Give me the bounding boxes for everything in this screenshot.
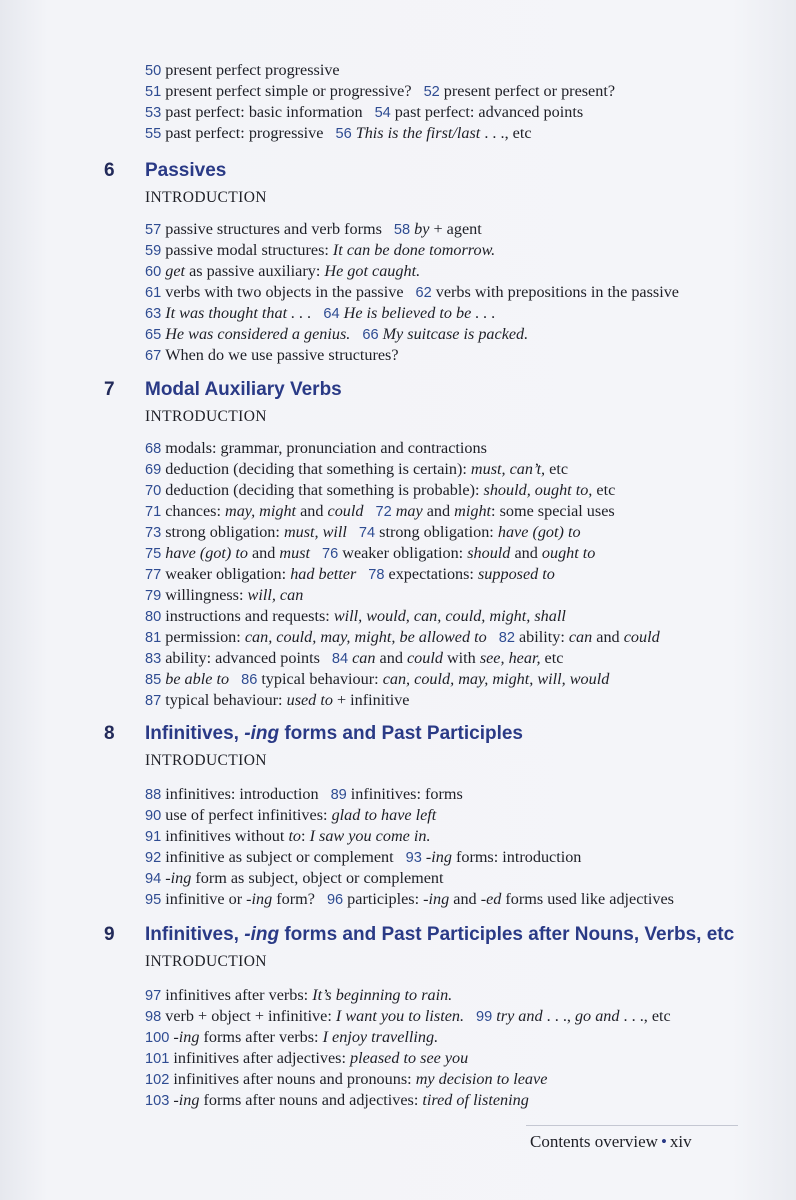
entry-number: 85 xyxy=(145,672,162,688)
section-title: Passives xyxy=(145,160,227,181)
entry-example-italic: get xyxy=(165,262,186,280)
entry-text: participles: xyxy=(347,890,424,908)
entry-number: 73 xyxy=(145,525,162,541)
contents-line xyxy=(145,543,595,565)
contents-entry xyxy=(145,481,615,499)
entry-text: and xyxy=(422,502,455,520)
entry-text: + agent xyxy=(429,220,482,238)
section-title: Infinitives, -ing forms and Past Participles xyxy=(145,723,523,744)
entry-example-italic: He was considered a genius. xyxy=(165,325,351,343)
entry-number: 66 xyxy=(362,327,379,343)
entry-example-italic: may xyxy=(395,502,423,520)
entry-example-italic: My suitcase is packed. xyxy=(382,325,529,343)
entry-number: 74 xyxy=(358,525,376,541)
entry-example-italic: can xyxy=(568,628,593,646)
contents-line xyxy=(145,501,615,523)
entry-example-italic: could xyxy=(327,502,364,520)
section-introduction: INTRODUCTION xyxy=(145,953,267,970)
contents-line xyxy=(145,805,436,827)
contents-entry xyxy=(145,986,452,1004)
entry-example-italic: It can be done tomorrow. xyxy=(332,241,496,259)
entry-number: 81 xyxy=(145,630,162,646)
contents-entry xyxy=(145,82,412,100)
entry-text: . . ., xyxy=(542,1007,575,1025)
contents-entry xyxy=(145,1049,468,1067)
page-footer xyxy=(530,1132,692,1152)
contents-entry xyxy=(145,241,495,259)
entry-number: 91 xyxy=(145,829,162,845)
entry-text: expectations: xyxy=(388,565,478,583)
entry-number: 72 xyxy=(375,504,392,520)
entry-example-italic: can xyxy=(352,649,376,667)
contents-entry xyxy=(323,304,495,322)
entry-number: 60 xyxy=(145,264,162,280)
entry-example-italic: by xyxy=(414,220,430,238)
entry-example-italic: should xyxy=(467,544,511,562)
entry-example-italic: -ing xyxy=(165,869,192,887)
entry-number: 100 xyxy=(145,1030,170,1046)
entry-text: forms after verbs: xyxy=(199,1028,323,1046)
entry-text: permission: xyxy=(165,628,245,646)
section-title: Infinitives, -ing forms and Past Participles after Nouns, Verbs, etc xyxy=(145,924,735,945)
entry-example-italic: go and xyxy=(574,1007,620,1025)
contents-entry xyxy=(375,103,584,121)
contents-entry xyxy=(359,523,581,541)
entry-text: + infinitive xyxy=(332,691,410,709)
entry-number: 55 xyxy=(145,126,162,142)
contents-entry xyxy=(376,502,615,520)
contents-line xyxy=(145,669,609,691)
entry-example-italic: should, ought to, xyxy=(483,481,593,499)
entry-number: 86 xyxy=(241,672,258,688)
entry-number: 53 xyxy=(145,105,162,121)
entry-example-italic: He is believed to be . . . xyxy=(343,304,496,322)
entry-text: forms: introduction xyxy=(451,848,582,866)
contents-entry xyxy=(145,1007,464,1025)
entry-example-italic: have (got) to xyxy=(497,523,581,541)
entry-number: 90 xyxy=(145,808,162,824)
contents-entry xyxy=(424,82,615,100)
contents-entry xyxy=(145,848,394,866)
footer-bullet: • xyxy=(660,1132,667,1151)
entry-example-italic: I enjoy travelling. xyxy=(322,1028,439,1046)
entry-example-italic: my decision to leave xyxy=(415,1070,548,1088)
entry-text: willingness: xyxy=(165,586,248,604)
contents-line xyxy=(145,826,431,848)
entry-text: : some special uses xyxy=(491,502,615,520)
entry-text: passive modal structures: xyxy=(165,241,333,259)
entry-number: 92 xyxy=(145,850,162,866)
contents-entry xyxy=(145,439,487,457)
entry-text: infinitives after adjectives: xyxy=(173,1049,351,1067)
contents-entry xyxy=(145,670,229,688)
entry-number: 87 xyxy=(145,693,162,709)
entry-example-italic: will, would, can, could, might, shall xyxy=(333,607,566,625)
section-introduction: INTRODUCTION xyxy=(145,752,267,769)
entry-example-italic: could xyxy=(623,628,660,646)
entry-example-italic: He got caught. xyxy=(324,262,421,280)
contents-line xyxy=(145,324,528,346)
entry-text: : xyxy=(301,827,310,845)
contents-entry xyxy=(145,607,566,625)
entry-example-italic: It was thought that . . . xyxy=(165,304,312,322)
entry-example-italic: -ed xyxy=(480,890,502,908)
entry-number: 50 xyxy=(145,63,162,79)
contents-entry xyxy=(145,103,363,121)
entry-number: 78 xyxy=(368,567,385,583)
entry-number: 56 xyxy=(335,126,352,142)
contents-entry xyxy=(145,220,382,238)
entry-number: 98 xyxy=(145,1009,162,1025)
section-number: 9 xyxy=(104,924,115,945)
entry-number: 71 xyxy=(145,504,162,520)
entry-text: infinitives: introduction xyxy=(165,785,319,803)
entry-number: 103 xyxy=(145,1093,170,1109)
entry-number: 75 xyxy=(145,546,162,562)
contents-entry xyxy=(332,649,564,667)
contents-entry xyxy=(145,586,303,604)
footer-page-number: xiv xyxy=(669,1132,692,1151)
contents-entry xyxy=(145,869,444,887)
entry-text: form? xyxy=(272,890,315,908)
entry-text: ability: advanced points xyxy=(165,649,320,667)
entry-text: and xyxy=(592,628,624,646)
entry-text: and xyxy=(510,544,542,562)
entry-example-italic: see, hear, xyxy=(479,649,541,667)
contents-line xyxy=(145,1048,468,1070)
entry-text: verbs with two objects in the passive xyxy=(165,283,404,301)
entry-number: 79 xyxy=(145,588,162,604)
section-introduction: INTRODUCTION xyxy=(145,408,267,425)
entry-example-italic: will, can xyxy=(247,586,304,604)
footer-label: Contents overview xyxy=(530,1132,658,1151)
entry-example-italic: ought to xyxy=(541,544,596,562)
entry-text: form as subject, object or complement xyxy=(191,869,444,887)
entry-example-italic: may, might xyxy=(225,502,297,520)
contents-entry xyxy=(145,61,340,79)
contents-entry xyxy=(145,460,568,478)
entry-text: strong obligation: xyxy=(379,523,498,541)
entry-text: ability: xyxy=(518,628,569,646)
contents-entry xyxy=(145,691,410,709)
entry-text: instructions and requests: xyxy=(165,607,334,625)
contents-line xyxy=(145,847,581,869)
entry-text: verb + object + infinitive: xyxy=(165,1007,336,1025)
entry-example-italic: It’s beginning to rain. xyxy=(312,986,453,1004)
entry-text: When do we use passive structures? xyxy=(165,346,399,364)
contents-line xyxy=(145,522,581,544)
entry-example-italic: might xyxy=(454,502,492,520)
contents-entry xyxy=(145,502,364,520)
contents-line xyxy=(145,648,563,670)
entry-text: present perfect progressive xyxy=(165,61,340,79)
entry-number: 95 xyxy=(145,892,162,908)
contents-line xyxy=(145,123,532,145)
contents-entry xyxy=(362,325,528,343)
entry-example-italic: must, will xyxy=(283,523,347,541)
entry-example-italic: try and xyxy=(496,1007,543,1025)
contents-entry xyxy=(335,124,531,142)
entry-example-italic: -ing xyxy=(173,1028,200,1046)
entry-text: forms after nouns and adjectives: xyxy=(199,1091,423,1109)
entry-text: with xyxy=(442,649,480,667)
contents-line xyxy=(145,889,674,911)
entry-number: 52 xyxy=(423,84,440,100)
section-number: 7 xyxy=(104,379,115,400)
contents-line xyxy=(145,345,399,367)
entry-text: infinitives without xyxy=(165,827,289,845)
section-number: 6 xyxy=(104,160,115,181)
entry-text: present perfect or present? xyxy=(443,82,616,100)
contents-line xyxy=(145,1090,529,1112)
entry-text: and xyxy=(449,890,481,908)
entry-number: 67 xyxy=(145,348,162,364)
entry-example-italic: have (got) to xyxy=(165,544,248,562)
contents-line xyxy=(145,102,583,124)
contents-entry xyxy=(145,304,311,322)
entry-example-italic: tired of listening xyxy=(422,1091,529,1109)
entry-example-italic: -ing xyxy=(425,848,452,866)
contents-entry xyxy=(145,1070,547,1088)
entry-example-italic: -ing xyxy=(246,890,273,908)
entry-example-italic: -ing xyxy=(173,1091,200,1109)
entry-example-italic: -ing xyxy=(423,890,450,908)
footer-rule xyxy=(526,1125,738,1126)
entry-number: 54 xyxy=(374,105,391,121)
entry-text: infinitives: forms xyxy=(350,785,463,803)
contents-line xyxy=(145,690,410,712)
contents-entry xyxy=(145,628,487,646)
entry-number: 102 xyxy=(145,1072,170,1088)
entry-text: infinitive or xyxy=(165,890,247,908)
entry-number: 68 xyxy=(145,441,162,457)
contents-entry xyxy=(145,649,320,667)
contents-line xyxy=(145,606,566,628)
entry-example-italic: had better xyxy=(290,565,357,583)
entry-number: 58 xyxy=(393,222,411,238)
entry-example-italic: supposed to xyxy=(477,565,555,583)
entry-number: 101 xyxy=(145,1051,170,1067)
entry-text: chances: xyxy=(165,502,226,520)
entry-example-italic: must xyxy=(279,544,311,562)
entry-example-italic: I want you to listen. xyxy=(335,1007,465,1025)
section-number: 8 xyxy=(104,723,115,744)
entry-text: modals: grammar, pronunciation and contractions xyxy=(165,439,487,457)
contents-entry xyxy=(145,124,323,142)
entry-text: past perfect: basic information xyxy=(165,103,363,121)
contents-entry xyxy=(145,806,436,824)
contents-line xyxy=(145,1006,671,1028)
entry-example-italic: could xyxy=(406,649,443,667)
section-introduction: INTRODUCTION xyxy=(145,189,267,206)
entry-number: 94 xyxy=(145,871,162,887)
entry-number: 83 xyxy=(145,651,162,667)
entry-text: deduction (deciding that something is probable): xyxy=(165,481,484,499)
contents-entry xyxy=(368,565,555,583)
entry-number: 59 xyxy=(145,243,162,259)
contents-line xyxy=(145,60,340,82)
contents-entry xyxy=(476,1007,671,1025)
entry-example-italic: be able to xyxy=(165,670,230,688)
entry-number: 96 xyxy=(326,892,344,908)
contents-entry xyxy=(145,785,319,803)
contents-entry xyxy=(145,523,347,541)
entry-number: 64 xyxy=(323,306,340,322)
contents-entry xyxy=(145,346,399,364)
entry-example-italic: must, can’t, xyxy=(470,460,546,478)
contents-entry xyxy=(499,628,660,646)
contents-line xyxy=(145,219,482,241)
entry-text: as passive auxiliary: xyxy=(185,262,325,280)
entry-number: 51 xyxy=(145,84,162,100)
entry-example-italic: glad to have left xyxy=(331,806,437,824)
entry-text: infinitive as subject or complement xyxy=(165,848,394,866)
contents-entry xyxy=(406,848,582,866)
contents-entry xyxy=(331,785,463,803)
entry-text: typical behaviour: xyxy=(261,670,383,688)
entry-text: . . ., etc xyxy=(480,124,532,142)
contents-entry xyxy=(145,262,420,280)
entry-number: 77 xyxy=(145,567,162,583)
entry-text: use of perfect infinitives: xyxy=(165,806,332,824)
entry-number: 99 xyxy=(476,1009,493,1025)
contents-entry xyxy=(416,283,679,301)
contents-entry xyxy=(145,283,404,301)
entry-example-italic: used to xyxy=(286,691,333,709)
entry-text: past perfect: progressive xyxy=(165,124,324,142)
entry-text: strong obligation: xyxy=(165,523,284,541)
entry-number: 88 xyxy=(145,787,162,803)
contents-line xyxy=(145,564,555,586)
contents-line xyxy=(145,81,615,103)
entry-text: etc xyxy=(540,649,564,667)
entry-example-italic: pleased to see you xyxy=(350,1049,469,1067)
entry-number: 93 xyxy=(405,850,422,866)
contents-line xyxy=(145,868,444,890)
entry-text: verbs with prepositions in the passive xyxy=(435,283,679,301)
entry-example-italic: I saw you come in. xyxy=(309,827,431,845)
entry-number: 84 xyxy=(331,651,349,667)
entry-number: 82 xyxy=(498,630,515,646)
contents-entry xyxy=(327,890,674,908)
entry-text: weaker obligation: xyxy=(342,544,468,562)
entry-text: deduction (deciding that something is certain): xyxy=(165,460,471,478)
contents-line xyxy=(145,627,660,649)
contents-line xyxy=(145,585,303,607)
entry-text: infinitives after nouns and pronouns: xyxy=(173,1070,416,1088)
entry-text: and xyxy=(375,649,407,667)
contents-line xyxy=(145,1069,547,1091)
entry-example-italic: This is the first/last xyxy=(355,124,481,142)
entry-example-italic: can, could, may, might, be allowed to xyxy=(244,628,487,646)
contents-entry xyxy=(145,827,431,845)
entry-number: 76 xyxy=(322,546,339,562)
contents-line xyxy=(145,1027,438,1049)
contents-entry xyxy=(322,544,595,562)
entry-number: 63 xyxy=(145,306,162,322)
contents-entry xyxy=(145,325,350,343)
contents-entry xyxy=(145,565,356,583)
entry-number: 65 xyxy=(145,327,162,343)
entry-text: etc xyxy=(592,481,616,499)
entry-example-italic: to xyxy=(288,827,302,845)
contents-entry xyxy=(145,1028,438,1046)
entry-text: and xyxy=(247,544,280,562)
entry-text: forms used like adjectives xyxy=(501,890,674,908)
entry-example-italic: can, could, may, might, will, would xyxy=(382,670,610,688)
contents-line xyxy=(145,282,679,304)
contents-entry xyxy=(145,544,310,562)
entry-text: present perfect simple or progressive? xyxy=(165,82,412,100)
entry-text: etc xyxy=(545,460,569,478)
contents-line xyxy=(145,240,495,262)
entry-text: past perfect: advanced points xyxy=(394,103,584,121)
entry-number: 70 xyxy=(145,483,162,499)
entry-text: and xyxy=(296,502,328,520)
entry-text: passive structures and verb forms xyxy=(165,220,382,238)
contents-line xyxy=(145,303,496,325)
entry-number: 97 xyxy=(145,988,162,1004)
entry-number: 80 xyxy=(145,609,162,625)
contents-line xyxy=(145,261,420,283)
contents-line xyxy=(145,438,487,460)
entry-number: 61 xyxy=(145,285,162,301)
contents-line xyxy=(145,480,615,502)
entry-number: 69 xyxy=(145,462,162,478)
contents-entry xyxy=(394,220,482,238)
entry-number: 57 xyxy=(145,222,162,238)
entry-text: weaker obligation: xyxy=(165,565,291,583)
contents-line xyxy=(145,459,568,481)
contents-entry xyxy=(145,890,315,908)
contents-entry xyxy=(241,670,609,688)
contents-entry xyxy=(145,1091,529,1109)
entry-text: infinitives after verbs: xyxy=(165,986,313,1004)
entry-text: typical behaviour: xyxy=(165,691,287,709)
entry-number: 89 xyxy=(330,787,347,803)
contents-line xyxy=(145,985,452,1007)
entry-text: . . ., etc xyxy=(619,1007,671,1025)
contents-line xyxy=(145,784,463,806)
entry-number: 62 xyxy=(415,285,432,301)
section-title: Modal Auxiliary Verbs xyxy=(145,379,342,400)
